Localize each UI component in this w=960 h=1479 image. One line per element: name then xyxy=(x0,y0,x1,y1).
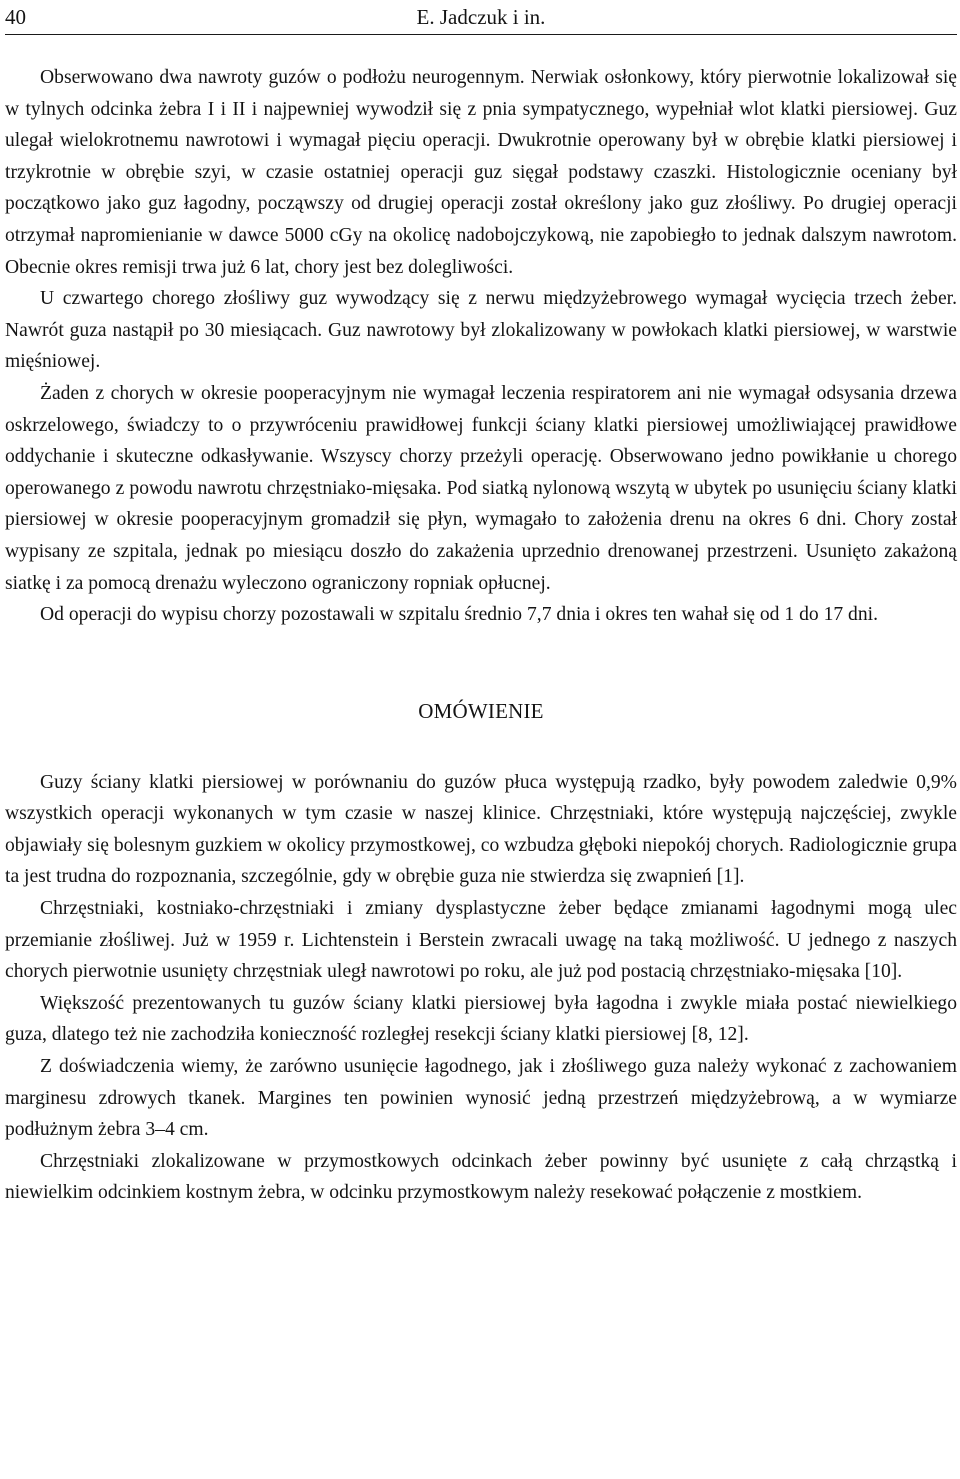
paragraph-neurogenic-recurrence: Obserwowano dwa nawroty guzów o podłożu neurogennym. Nerwiak osłonkowy, który pierwotnie lokalizował się w tylnych odcinka żebra I i II i najpewniej wywodził się z pnia sympatycznego, wypełniał wlot klatki piersiowej. Guz ulegał wielokrotnemu nawrotowi i wymagał pięciu operacji. Dwukrotnie operowany był w obrębie klatki piersiowej i trzykrotnie w obrębie szyi, w czasie ostatniej operacji guz sięgał podstawy czaszki. Histologicznie oceniany był początkowo jako guz łagodny, począwszy od drugiej operacji został określony jako guz złośliwy. Po drugiej operacji otrzymał napromienianie w dawce 5000 cGy na okolicę nadobojczykową, nie zapobiegło to jednak dalszym nawrotom. Obecnie okres remisji trwa już 6 lat, chory jest bez dolegliwości. xyxy=(5,67,957,278)
paragraph-discussion-5: Chrzęstniaki zlokalizowane w przymostkowych odcinkach żeber powinny być usunięte z całą chrząstką i niewielkim odcinkiem kostnym żebra, w odcinku przymostkowym należy resekować połączenie z mostkiem. xyxy=(5,1150,957,1204)
paragraph-hospital-stay: Od operacji do wypisu chorzy pozostawali w szpitalu średnio 7,7 dnia i okres ten wahał się od 1 do 17 dni. xyxy=(40,604,878,626)
paragraph-fourth-patient: U czwartego chorego złośliwy guz wywodzący się z nerwu międzyżebrowego wymagał wycięcia trzech żeber. Nawrót guza nastąpił po 30 miesiącach. Guz nawrotowy był zlokalizowany w powłokach klatki piersiowej, w warstwie mięśniowej. xyxy=(5,288,957,373)
body-text xyxy=(5,62,957,1209)
section-heading-discussion: OMÓWIENIE xyxy=(418,698,544,723)
paragraph-discussion-1: Guzy ściany klatki piersiowej w porównaniu do guzów płuca występują rzadko, były powodem zaledwie 0,9% wszystkich operacji wykonanych w tym czasie w naszej klinice. Chrzęstniaki, które występują najczęściej, zwykle objawiały się bolesnym guzkiem w okolicy przymostkowej, co wzbudza głęboki niepokój chorych. Radiologicznie grupa ta jest trudna do rozpoznania, szczególnie, gdy w obrębie guza nie stwierdza się zwapnień [1]. xyxy=(5,771,957,888)
paragraph-discussion-3: Większość prezentowanych tu guzów ściany klatki piersiowej była łagodna i zwykle miała postać niewielkiego guza, dlatego też nie zachodziła konieczność rozległej resekcji ściany klatki piersiowej [8, 12]. xyxy=(5,992,957,1046)
header-rule xyxy=(5,34,957,35)
document-page xyxy=(5,0,957,1479)
paragraph-postoperative-course: Żaden z chorych w okresie pooperacyjnym nie wymagał leczenia respiratorem ani nie wymagał odsysania drzewa oskrzelowego, świadczy to o przywróceniu prawidłowej funkcji ściany klatki piersiowej umożliwiającej prawidłowe oddychanie i skuteczne odkasływanie. Wszyscy chorzy przeżyli operację. Obserwowano jedno powikłanie u chorego operowanego z powodu nawrotu chrzęstniako-mięsaka. Pod siatką nylonową wszytą w ubytek po usunięciu ściany klatki piersiowej w okresie pooperacyjnym gromadził się płyn, wymagało to założenia drenu na okres 6 dni. Chory został wypisany ze szpitala, jednak po miesiącu doszło do zakażenia uprzednio drenowanej przestrzeni. Usunięto zakażoną siatkę i za pomocą drenażu wyleczono ograniczony ropniak opłucnej. xyxy=(5,382,957,594)
paragraph-discussion-2: Chrzęstniaki, kostniako-chrzęstniaki i zmiany dysplastyczne żeber będące zmianami łagodnymi mogą ulec przemianie złośliwej. Już w 1959 r. Lichtenstein i Berstein zwracali uwagę na taką możliwość. U jednego z naszych chorych pierwotnie usunięty chrzęstniak uległ nawrotowi po roku, ale już pod postacią chrzęstniako-mięsaka [10]. xyxy=(5,898,957,983)
page-number: 40 xyxy=(5,5,26,29)
running-header xyxy=(5,0,957,34)
paragraph-discussion-4: Z doświadczenia wiemy, że zarówno usunięcie łagodnego, jak i złośliwego guza należy wykonać z zachowaniem marginesu zdrowych tkanek. Margines ten powinien wynosić jedną przestrzeń międzyżebrową, a w wymiarze podłużnym żebra 3–4 cm. xyxy=(5,1056,957,1141)
running-title: E. Jadczuk i in. xyxy=(416,5,546,29)
